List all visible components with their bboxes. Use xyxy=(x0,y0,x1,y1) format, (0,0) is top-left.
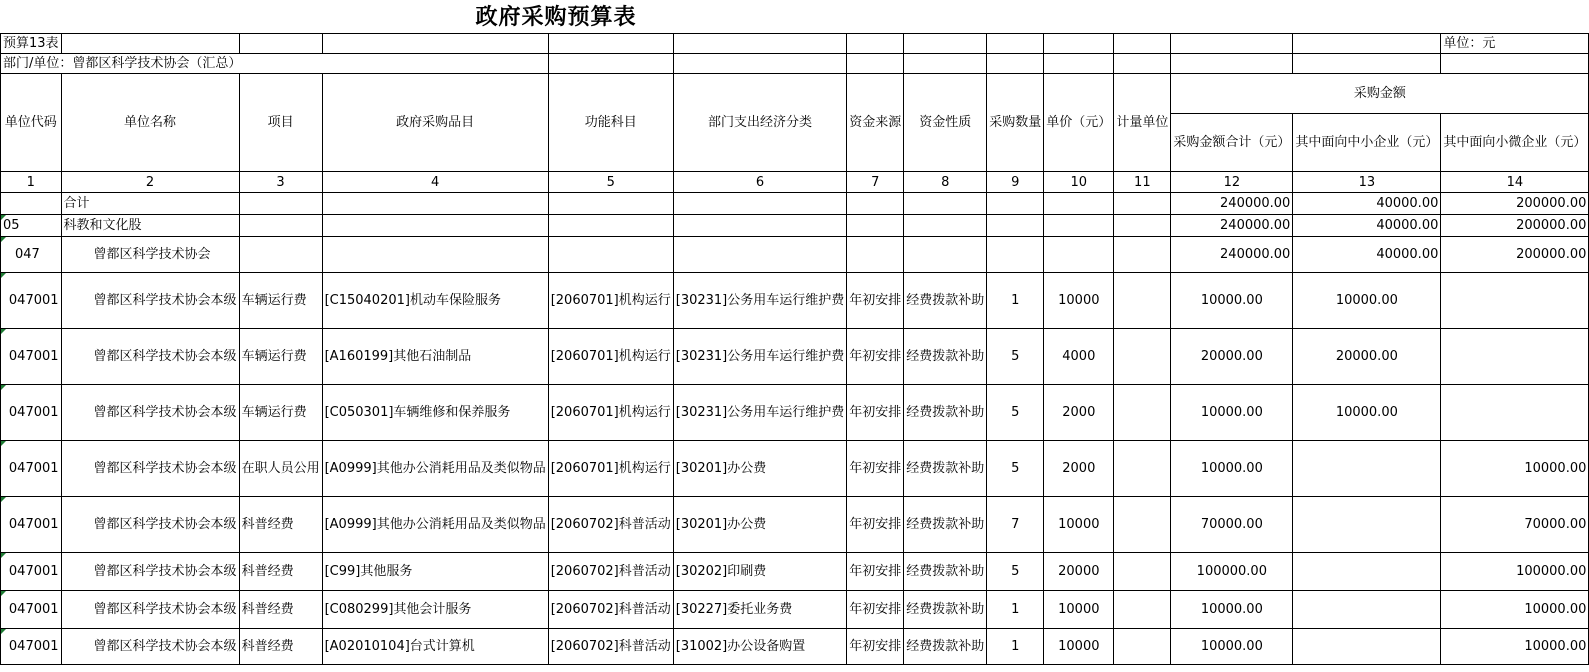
fund-nature-cell[interactable]: 经费拨款补助 xyxy=(904,553,987,591)
project-cell[interactable]: 科普经费 xyxy=(239,497,322,553)
measure-unit-cell[interactable] xyxy=(1114,553,1171,591)
unit-price-cell[interactable]: 10000 xyxy=(1044,629,1114,665)
column-number[interactable]: 12 xyxy=(1171,172,1293,193)
header-measure-unit[interactable]: 计量单位 xyxy=(1114,74,1171,172)
econ-class-cell[interactable]: [30227]委托业务费 xyxy=(673,591,847,629)
unit-code-cell[interactable]: 047001 xyxy=(1,441,62,497)
column-number[interactable]: 5 xyxy=(548,172,673,193)
column-number[interactable]: 8 xyxy=(904,172,987,193)
header-item[interactable]: 政府采购品目 xyxy=(322,74,548,172)
empty-cell[interactable] xyxy=(239,215,322,237)
empty-cell[interactable] xyxy=(673,237,847,273)
unit-code-cell[interactable]: 047001 xyxy=(1,273,62,329)
fund-source-cell[interactable]: 年初安排 xyxy=(847,497,904,553)
fund-source-cell[interactable]: 年初安排 xyxy=(847,629,904,665)
column-number[interactable]: 11 xyxy=(1114,172,1171,193)
table-row xyxy=(1,591,1589,629)
empty-cell[interactable] xyxy=(239,193,322,215)
item-cell[interactable]: [C080299]其他会计服务 xyxy=(322,591,548,629)
empty-cell[interactable] xyxy=(548,237,673,273)
column-number[interactable]: 10 xyxy=(1044,172,1114,193)
item-cell[interactable]: [A02010104]台式计算机 xyxy=(322,629,548,665)
empty-cell[interactable] xyxy=(673,193,847,215)
header-quantity[interactable]: 采购数量 xyxy=(987,74,1044,172)
empty-cell[interactable] xyxy=(1044,237,1114,273)
amount-sme-cell[interactable] xyxy=(1293,629,1441,665)
empty-cell[interactable] xyxy=(847,215,904,237)
empty-cell[interactable] xyxy=(1114,193,1171,215)
amount-total-cell[interactable]: 10000.00 xyxy=(1171,385,1293,441)
fund-source-cell[interactable]: 年初安排 xyxy=(847,441,904,497)
amount-sme-cell[interactable] xyxy=(1293,441,1441,497)
amount-total-cell[interactable]: 100000.00 xyxy=(1171,553,1293,591)
amount-sme-cell[interactable] xyxy=(1293,553,1441,591)
fund-nature-cell[interactable]: 经费拨款补助 xyxy=(904,385,987,441)
header-fund-nature[interactable]: 资金性质 xyxy=(904,74,987,172)
empty-cell[interactable] xyxy=(239,237,322,273)
fund-source-cell[interactable]: 年初安排 xyxy=(847,329,904,385)
function-cell[interactable]: [2060702]科普活动 xyxy=(548,591,673,629)
form-info-row xyxy=(1,34,1589,54)
item-cell[interactable]: [A0999]其他办公消耗用品及类似物品 xyxy=(322,441,548,497)
empty-cell[interactable] xyxy=(548,215,673,237)
table-row xyxy=(1,441,1589,497)
unit-price-cell[interactable]: 2000 xyxy=(1044,385,1114,441)
amount-micro-cell[interactable] xyxy=(1441,273,1589,329)
header-row-1 xyxy=(1,74,1589,114)
header-unit-price[interactable]: 单价（元） xyxy=(1044,74,1114,172)
measure-unit-cell[interactable] xyxy=(1114,329,1171,385)
table-row xyxy=(1,629,1589,665)
empty-cell[interactable] xyxy=(987,237,1044,273)
fund-nature-cell[interactable]: 经费拨款补助 xyxy=(904,497,987,553)
unit-name-cell[interactable]: 合计 xyxy=(61,193,239,215)
unit-code-cell[interactable]: 05 xyxy=(1,215,62,237)
table-row xyxy=(1,497,1589,553)
amount-micro-cell[interactable]: 200000.00 xyxy=(1441,237,1589,273)
item-cell[interactable]: [A160199]其他石油制品 xyxy=(322,329,548,385)
header-function[interactable]: 功能科目 xyxy=(548,74,673,172)
amount-micro-cell[interactable]: 10000.00 xyxy=(1441,629,1589,665)
amount-sme-cell[interactable] xyxy=(1293,497,1441,553)
amount-sme-cell[interactable]: 40000.00 xyxy=(1293,237,1441,273)
empty-cell[interactable] xyxy=(322,193,548,215)
unit-name-cell[interactable]: 曾都区科学技术协会本级 xyxy=(61,273,239,329)
column-number[interactable]: 6 xyxy=(673,172,847,193)
item-cell[interactable]: [C050301]车辆维修和保养服务 xyxy=(322,385,548,441)
header-project[interactable]: 项目 xyxy=(239,74,322,172)
fund-nature-cell[interactable]: 经费拨款补助 xyxy=(904,629,987,665)
header-amount-total[interactable]: 采购金额合计（元） xyxy=(1171,114,1293,172)
empty-cell[interactable] xyxy=(1044,215,1114,237)
unit-code-cell[interactable]: 047001 xyxy=(1,497,62,553)
unit-name-cell[interactable]: 曾都区科学技术协会本级 xyxy=(61,553,239,591)
quantity-cell[interactable]: 7 xyxy=(987,497,1044,553)
item-cell[interactable]: [C99]其他服务 xyxy=(322,553,548,591)
unit-code-cell[interactable]: 047001 xyxy=(1,329,62,385)
project-cell[interactable]: 在职人员公用 xyxy=(239,441,322,497)
quantity-cell[interactable]: 5 xyxy=(987,553,1044,591)
quantity-cell[interactable]: 5 xyxy=(987,385,1044,441)
econ-class-cell[interactable]: [30201]办公费 xyxy=(673,441,847,497)
amount-total-cell[interactable]: 240000.00 xyxy=(1171,237,1293,273)
header-econ-class[interactable]: 部门支出经济分类 xyxy=(673,74,847,172)
table-row xyxy=(1,329,1589,385)
amount-micro-cell[interactable]: 10000.00 xyxy=(1441,441,1589,497)
empty-cell[interactable] xyxy=(1044,193,1114,215)
econ-class-cell[interactable]: [30231]公务用车运行维护费 xyxy=(673,385,847,441)
amount-micro-cell[interactable]: 10000.00 xyxy=(1441,591,1589,629)
table-row xyxy=(1,273,1589,329)
amount-total-cell[interactable]: 20000.00 xyxy=(1171,329,1293,385)
amount-total-cell[interactable]: 10000.00 xyxy=(1171,273,1293,329)
column-number[interactable]: 4 xyxy=(322,172,548,193)
empty-cell[interactable] xyxy=(548,193,673,215)
unit-label[interactable]: 单位：元 xyxy=(1441,34,1589,54)
empty-cell[interactable] xyxy=(1114,237,1171,273)
amount-micro-cell[interactable] xyxy=(1441,329,1589,385)
amount-total-cell[interactable]: 10000.00 xyxy=(1171,629,1293,665)
unit-name-cell[interactable]: 曾都区科学技术协会本级 xyxy=(61,629,239,665)
econ-class-cell[interactable]: [31002]办公设备购置 xyxy=(673,629,847,665)
amount-micro-cell[interactable]: 100000.00 xyxy=(1441,553,1589,591)
header-amount-micro[interactable]: 其中面向小微企业（元） xyxy=(1441,114,1589,172)
empty-cell[interactable] xyxy=(847,193,904,215)
quantity-cell[interactable]: 5 xyxy=(987,329,1044,385)
quantity-cell[interactable]: 1 xyxy=(987,629,1044,665)
item-cell[interactable]: [A0999]其他办公消耗用品及类似物品 xyxy=(322,497,548,553)
empty-cell[interactable] xyxy=(1114,215,1171,237)
measure-unit-cell[interactable] xyxy=(1114,385,1171,441)
econ-class-cell[interactable]: [30231]公务用车运行维护费 xyxy=(673,273,847,329)
table-row xyxy=(1,385,1589,441)
empty-cell[interactable] xyxy=(904,237,987,273)
amount-micro-cell[interactable] xyxy=(1441,385,1589,441)
empty-cell[interactable] xyxy=(904,193,987,215)
amount-total-cell[interactable]: 70000.00 xyxy=(1171,497,1293,553)
function-cell[interactable]: [2060701]机构运行 xyxy=(548,441,673,497)
sheet-title: 政府采购预算表 xyxy=(475,5,637,30)
table-row xyxy=(1,553,1589,591)
header-amount-group[interactable]: 采购金额 xyxy=(1171,74,1589,114)
unit-price-cell[interactable]: 10000 xyxy=(1044,497,1114,553)
amount-total-cell[interactable]: 10000.00 xyxy=(1171,441,1293,497)
header-unit-name[interactable]: 单位名称 xyxy=(61,74,239,172)
project-cell[interactable]: 车辆运行费 xyxy=(239,385,322,441)
unit-code-cell[interactable]: 047001 xyxy=(1,629,62,665)
empty-cell[interactable] xyxy=(904,215,987,237)
unit-name-cell[interactable]: 曾都区科学技术协会本级 xyxy=(61,441,239,497)
unit-price-cell[interactable]: 4000 xyxy=(1044,329,1114,385)
function-cell[interactable]: [2060701]机构运行 xyxy=(548,329,673,385)
quantity-cell[interactable]: 5 xyxy=(987,441,1044,497)
unit-name-cell[interactable]: 曾都区科学技术协会本级 xyxy=(61,591,239,629)
unit-price-cell[interactable]: 10000 xyxy=(1044,591,1114,629)
function-cell[interactable]: [2060702]科普活动 xyxy=(548,497,673,553)
amount-sme-cell[interactable] xyxy=(1293,591,1441,629)
column-number-row xyxy=(1,172,1589,193)
fund-nature-cell[interactable]: 经费拨款补助 xyxy=(904,329,987,385)
fund-nature-cell[interactable]: 经费拨款补助 xyxy=(904,273,987,329)
column-number[interactable]: 1 xyxy=(1,172,62,193)
budget-table xyxy=(0,33,1589,665)
amount-sme-cell[interactable]: 40000.00 xyxy=(1293,193,1441,215)
column-number[interactable]: 7 xyxy=(847,172,904,193)
summary-row xyxy=(1,193,1589,215)
measure-unit-cell[interactable] xyxy=(1114,441,1171,497)
unit-name-cell[interactable]: 科教和文化股 xyxy=(61,215,239,237)
unit-price-cell[interactable]: 2000 xyxy=(1044,441,1114,497)
summary-row xyxy=(1,237,1589,273)
unit-code-cell[interactable] xyxy=(1,193,62,215)
amount-total-cell[interactable]: 10000.00 xyxy=(1171,591,1293,629)
measure-unit-cell[interactable] xyxy=(1114,629,1171,665)
unit-code-cell[interactable]: 047 xyxy=(1,237,62,273)
column-number[interactable]: 3 xyxy=(239,172,322,193)
empty-cell[interactable] xyxy=(673,215,847,237)
unit-name-cell[interactable]: 曾都区科学技术协会本级 xyxy=(61,329,239,385)
item-cell[interactable]: [C15040201]机动车保险服务 xyxy=(322,273,548,329)
econ-class-cell[interactable]: [30231]公务用车运行维护费 xyxy=(673,329,847,385)
unit-name-cell[interactable]: 曾都区科学技术协会 xyxy=(61,237,239,273)
unit-name-cell[interactable]: 曾都区科学技术协会本级 xyxy=(61,385,239,441)
function-cell[interactable]: [2060701]机构运行 xyxy=(548,273,673,329)
empty-cell[interactable] xyxy=(987,193,1044,215)
fund-nature-cell[interactable]: 经费拨款补助 xyxy=(904,441,987,497)
amount-micro-cell[interactable]: 200000.00 xyxy=(1441,215,1589,237)
measure-unit-cell[interactable] xyxy=(1114,497,1171,553)
fund-source-cell[interactable]: 年初安排 xyxy=(847,385,904,441)
empty-cell[interactable] xyxy=(322,215,548,237)
unit-code-cell[interactable]: 047001 xyxy=(1,553,62,591)
project-cell[interactable]: 科普经费 xyxy=(239,591,322,629)
project-cell[interactable]: 车辆运行费 xyxy=(239,273,322,329)
empty-cell[interactable] xyxy=(322,237,548,273)
project-cell[interactable]: 科普经费 xyxy=(239,553,322,591)
unit-price-cell[interactable]: 10000 xyxy=(1044,273,1114,329)
function-cell[interactable]: [2060701]机构运行 xyxy=(548,385,673,441)
unit-price-cell[interactable]: 20000 xyxy=(1044,553,1114,591)
amount-micro-cell[interactable]: 200000.00 xyxy=(1441,193,1589,215)
fund-nature-cell[interactable]: 经费拨款补助 xyxy=(904,591,987,629)
fund-source-cell[interactable]: 年初安排 xyxy=(847,273,904,329)
econ-class-cell[interactable]: [30201]办公费 xyxy=(673,497,847,553)
econ-class-cell[interactable]: [30202]印刷费 xyxy=(673,553,847,591)
quantity-cell[interactable]: 1 xyxy=(987,591,1044,629)
amount-total-cell[interactable]: 240000.00 xyxy=(1171,193,1293,215)
header-fund-source[interactable]: 资金来源 xyxy=(847,74,904,172)
header-unit-code[interactable]: 单位代码 xyxy=(1,74,62,172)
column-number[interactable]: 9 xyxy=(987,172,1044,193)
empty-cell[interactable] xyxy=(847,237,904,273)
function-cell[interactable]: [2060702]科普活动 xyxy=(548,629,673,665)
empty-cell[interactable] xyxy=(987,215,1044,237)
quantity-cell[interactable]: 1 xyxy=(987,273,1044,329)
measure-unit-cell[interactable] xyxy=(1114,273,1171,329)
column-number[interactable]: 2 xyxy=(61,172,239,193)
column-number[interactable]: 14 xyxy=(1441,172,1589,193)
unit-name-cell[interactable]: 曾都区科学技术协会本级 xyxy=(61,497,239,553)
fund-source-cell[interactable]: 年初安排 xyxy=(847,591,904,629)
column-number[interactable]: 13 xyxy=(1293,172,1441,193)
measure-unit-cell[interactable] xyxy=(1114,591,1171,629)
header-amount-sme[interactable]: 其中面向中小企业（元） xyxy=(1293,114,1441,172)
amount-total-cell[interactable]: 240000.00 xyxy=(1171,215,1293,237)
project-cell[interactable]: 车辆运行费 xyxy=(239,329,322,385)
project-cell[interactable]: 科普经费 xyxy=(239,629,322,665)
amount-sme-cell[interactable]: 20000.00 xyxy=(1293,329,1441,385)
department-label[interactable]: 部门/单位：曾都区科学技术协会（汇总） xyxy=(1,54,549,74)
summary-row xyxy=(1,215,1589,237)
function-cell[interactable]: [2060702]科普活动 xyxy=(548,553,673,591)
amount-sme-cell[interactable]: 10000.00 xyxy=(1293,273,1441,329)
amount-micro-cell[interactable]: 70000.00 xyxy=(1441,497,1589,553)
amount-sme-cell[interactable]: 10000.00 xyxy=(1293,385,1441,441)
unit-code-cell[interactable]: 047001 xyxy=(1,591,62,629)
amount-sme-cell[interactable]: 40000.00 xyxy=(1293,215,1441,237)
unit-code-cell[interactable]: 047001 xyxy=(1,385,62,441)
department-row xyxy=(1,54,1589,74)
fund-source-cell[interactable]: 年初安排 xyxy=(847,553,904,591)
form-number[interactable]: 预算13表 xyxy=(1,34,62,54)
